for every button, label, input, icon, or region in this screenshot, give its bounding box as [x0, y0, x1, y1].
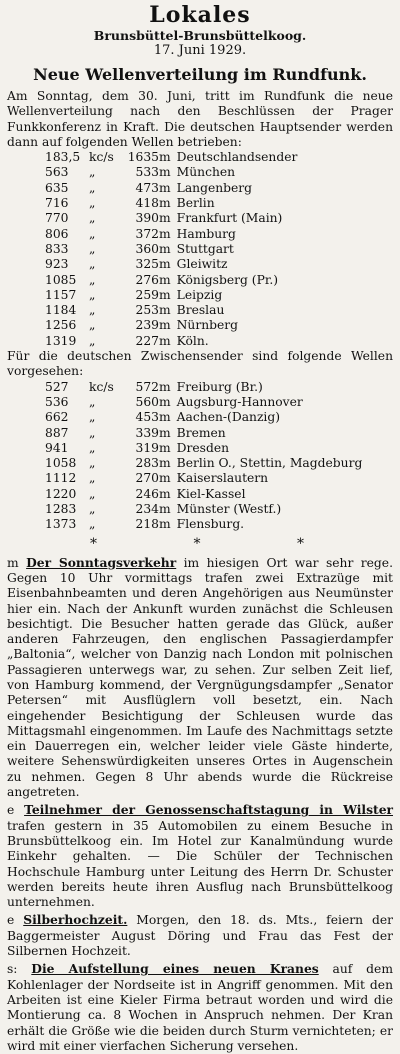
wavelength-unit: m	[159, 502, 171, 517]
frequency-unit: „	[89, 226, 96, 241]
station-name: Breslau	[176, 303, 225, 318]
station-name: Berlin O., Stettin, Magdeburg	[176, 456, 363, 471]
station-frequency: 716	[45, 196, 69, 211]
item-lead: s:	[7, 962, 18, 977]
station-name: Dresden	[176, 440, 230, 455]
station-frequency: 1085	[45, 272, 77, 287]
station-name: Nürnberg	[176, 318, 239, 333]
frequency-unit: „	[89, 241, 96, 256]
wavelength-unit: m	[159, 486, 171, 501]
news-item-kran	[7, 961, 393, 1054]
item-lead: e	[7, 803, 15, 818]
station-wavelength: 259	[135, 287, 159, 302]
frequency-unit: „	[89, 440, 96, 455]
station-row	[7, 242, 393, 257]
article-headline: Neue Wellenverteilung im Rundfunk.	[33, 65, 367, 84]
station-name: Leipzig	[176, 287, 223, 302]
station-name: Langenberg	[176, 180, 253, 195]
station-frequency: 1283	[45, 502, 77, 517]
wavelength-unit: m	[159, 180, 171, 195]
station-wavelength: 533	[135, 165, 159, 180]
station-frequency: 527	[45, 379, 69, 394]
frequency-unit: „	[89, 502, 96, 517]
station-row	[7, 196, 393, 211]
wavelength-unit: m	[159, 410, 171, 425]
frequency-unit: „	[89, 257, 96, 272]
frequency-unit: „	[89, 517, 96, 532]
station-row	[7, 517, 393, 532]
item-text: auf dem Kohlenlager der Nordseite ist in Angriff genommen. Mit den Arbeiten ist eine Kieler Firma betraut worden und wird die Montierung ca. 8 Wochen in Anspruch nehmen. Der Kran erhält die Größe wie die beiden durch Sturm vernichteten; er wird mit einer vierfachen Sicherung versehen.	[7, 962, 393, 1053]
item-title: Teilnehmer der Genossenschaftstagung in Wilster	[24, 802, 393, 818]
station-wavelength: 1635	[127, 150, 159, 165]
station-row	[7, 487, 393, 502]
station-frequency: 941	[45, 440, 69, 455]
frequency-unit: kc/s	[89, 150, 114, 165]
wavelength-unit: m	[159, 318, 171, 333]
station-wavelength: 325	[135, 257, 159, 272]
station-name: Köln.	[176, 333, 209, 348]
station-name: München	[176, 165, 236, 180]
station-name: Münster (Westf.)	[176, 502, 282, 517]
frequency-unit: „	[89, 180, 96, 195]
news-item-genossenschaft	[7, 802, 393, 910]
frequency-unit: „	[89, 333, 96, 348]
wavelength-unit: m	[159, 165, 171, 180]
wavelength-unit: m	[159, 440, 171, 455]
station-wavelength: 372	[135, 226, 159, 241]
item-text: im hiesigen Ort war sehr rege. Gegen 10 Uhr vormittags trafen zwei Extrazüge mit Eisenbahnbeamten und deren Angehörigen aus Neumünster hier ein. Nach der Ankunft wurden zunächst die Schleusen besichtigt. Die Besucher hatten gerade das Glück, außer anderen Fahrzeugen, den englischen Passagierdampfer „Baltonia“, welcher von Danzig nach London mit polnischen Passagieren unterwegs war, zu sehen. Zur selben Zeit lief, von Hamburg kommend, der Vergnügungsdampfer „Senator Petersen“ mit Ausflüglern voll besetzt, ein. Nach eingehender Besichtigung der Schleusen wurde das Mittagsmahl eingenommen. Im Laufe des Nachmittags setzte ein Dauerregen ein, welcher leider viele Gäste hinderte, weitere Sehenswürdigkeiten unseres Ortes in Augenschein zu nehmen. Gegen 8 Uhr abends wurde die Rückreise angetreten.	[7, 555, 393, 800]
intro-paragraph: Am Sonntag, dem 30. Juni, tritt im Rundfunk die neue Wellenverteilung nach den Beschlüssen der Prager Funkkonferenz in Kraft. Die deutschen Hauptsender werden dann auf folgenden Wellen betrieben:	[7, 89, 393, 149]
station-name: Deutschlandsender	[176, 150, 298, 165]
wavelength-unit: m	[159, 241, 171, 256]
station-wavelength: 339	[135, 425, 159, 440]
station-frequency: 1112	[45, 471, 77, 486]
wavelength-unit: m	[159, 379, 171, 394]
intermediate-station-list	[7, 380, 393, 533]
station-frequency: 1319	[45, 333, 77, 348]
station-row	[7, 227, 393, 242]
intermediate-intro: Für die deutschen Zwischensender sind folgende Wellen vorgesehen:	[7, 349, 393, 379]
item-lead: e	[7, 913, 15, 928]
subhead: Brunsbüttel-Brunsbüttelkoog.	[93, 28, 307, 43]
station-frequency: 1157	[45, 287, 77, 302]
wavelength-unit: m	[159, 456, 171, 471]
station-wavelength: 283	[135, 456, 159, 471]
news-item-sonntagsverkehr	[7, 555, 393, 801]
frequency-unit: „	[89, 165, 96, 180]
frequency-unit: „	[89, 486, 96, 501]
station-frequency: 806	[45, 226, 69, 241]
station-name: Königsberg (Pr.)	[176, 272, 279, 287]
station-name: Aachen-(Danzig)	[176, 410, 281, 425]
station-row	[7, 380, 393, 395]
frequency-unit: „	[89, 303, 96, 318]
wavelength-unit: m	[159, 226, 171, 241]
station-wavelength: 234	[135, 502, 159, 517]
station-row	[7, 441, 393, 456]
wavelength-unit: m	[159, 333, 171, 348]
wavelength-unit: m	[159, 303, 171, 318]
station-row	[7, 303, 393, 318]
station-wavelength: 560	[135, 394, 159, 409]
station-row	[7, 334, 393, 349]
station-frequency: 770	[45, 211, 69, 226]
item-lead: m	[7, 555, 19, 570]
frequency-unit: „	[89, 425, 96, 440]
station-frequency: 1184	[45, 303, 77, 318]
item-title: Der Sonntagsverkehr	[26, 554, 177, 570]
station-frequency: 1058	[45, 456, 77, 471]
masthead: Lokales	[149, 2, 251, 28]
wavelength-unit: m	[159, 517, 171, 532]
wavelength-unit: m	[159, 394, 171, 409]
station-row	[7, 471, 393, 486]
station-wavelength: 218	[135, 517, 159, 532]
frequency-unit: „	[89, 410, 96, 425]
station-wavelength: 390	[135, 211, 159, 226]
station-wavelength: 239	[135, 318, 159, 333]
station-wavelength: 319	[135, 440, 159, 455]
station-frequency: 1373	[45, 517, 77, 532]
station-row	[7, 318, 393, 333]
station-frequency: 833	[45, 241, 69, 256]
station-name: Bremen	[176, 425, 226, 440]
station-row	[7, 456, 393, 471]
station-name: Flensburg.	[176, 517, 245, 532]
frequency-unit: „	[89, 394, 96, 409]
station-row	[7, 257, 393, 272]
wavelength-unit: m	[159, 211, 171, 226]
station-wavelength: 418	[135, 196, 159, 211]
station-wavelength: 227	[135, 333, 159, 348]
station-frequency: 536	[45, 394, 69, 409]
station-row	[7, 426, 393, 441]
frequency-unit: „	[89, 287, 96, 302]
frequency-unit: „	[89, 196, 96, 211]
item-title: Die Aufstellung eines neuen Kranes	[31, 961, 319, 977]
station-row	[7, 273, 393, 288]
wavelength-unit: m	[159, 196, 171, 211]
station-row	[7, 165, 393, 180]
item-text: Morgen, den 18. ds. Mts., feiern der Baggermeister August Döring und Frau das Fest der Silbernen Hochzeit.	[7, 913, 393, 959]
station-wavelength: 572	[135, 379, 159, 394]
station-wavelength: 360	[135, 241, 159, 256]
station-frequency: 887	[45, 425, 69, 440]
station-name: Augsburg-Hannover	[176, 394, 303, 409]
station-frequency: 1256	[45, 318, 77, 333]
dateline: 17. Juni 1929.	[153, 43, 247, 58]
station-row	[7, 181, 393, 196]
wavelength-unit: m	[159, 272, 171, 287]
station-row	[7, 211, 393, 226]
station-name: Kiel-Kassel	[176, 486, 246, 501]
item-text: trafen gestern in 35 Automobilen zu einem Besuche in Brunsbüttelkoog ein. Im Hotel zur Kanalmündung wurde Einkehr gehalten. — Die Schüler der Technischen Hochschule Hamburg unter Leitung des Herrn Dr. Schuster werden bereits heute ihren Ausflug nach Brunsbüttelkoog unternehmen.	[7, 818, 393, 910]
station-frequency: 662	[45, 410, 69, 425]
station-name: Kaiserslautern	[176, 471, 269, 486]
station-row	[7, 502, 393, 517]
frequency-unit: kc/s	[89, 379, 114, 394]
station-wavelength: 246	[135, 486, 159, 501]
station-name: Stuttgart	[176, 241, 234, 256]
news-item-silberhochzeit	[7, 912, 393, 959]
station-name: Berlin	[176, 196, 215, 211]
station-name: Hamburg	[176, 226, 236, 241]
station-wavelength: 253	[135, 303, 159, 318]
frequency-unit: „	[89, 272, 96, 287]
station-name: Freiburg (Br.)	[176, 379, 263, 394]
wavelength-unit: m	[159, 471, 171, 486]
wavelength-unit: m	[159, 257, 171, 272]
station-row	[7, 410, 393, 425]
station-frequency: 635	[45, 180, 69, 195]
frequency-unit: „	[89, 456, 96, 471]
frequency-unit: „	[89, 318, 96, 333]
station-name: Frankfurt (Main)	[176, 211, 283, 226]
station-frequency: 563	[45, 165, 69, 180]
station-frequency: 1220	[45, 486, 77, 501]
wavelength-unit: m	[159, 425, 171, 440]
station-name: Gleiwitz	[176, 257, 228, 272]
wavelength-unit: m	[159, 150, 171, 165]
station-wavelength: 276	[135, 272, 159, 287]
station-wavelength: 473	[135, 180, 159, 195]
frequency-unit: „	[89, 471, 96, 486]
frequency-unit: „	[89, 211, 96, 226]
wavelength-unit: m	[159, 287, 171, 302]
station-frequency: 183,5	[45, 150, 81, 165]
main-station-list	[7, 150, 393, 349]
station-row	[7, 395, 393, 410]
station-wavelength: 453	[135, 410, 159, 425]
station-row	[7, 150, 393, 165]
item-title: Silberhochzeit.	[23, 912, 128, 928]
station-row	[7, 288, 393, 303]
station-frequency: 923	[45, 257, 69, 272]
station-wavelength: 270	[135, 471, 159, 486]
section-separator: * * *	[90, 535, 350, 552]
